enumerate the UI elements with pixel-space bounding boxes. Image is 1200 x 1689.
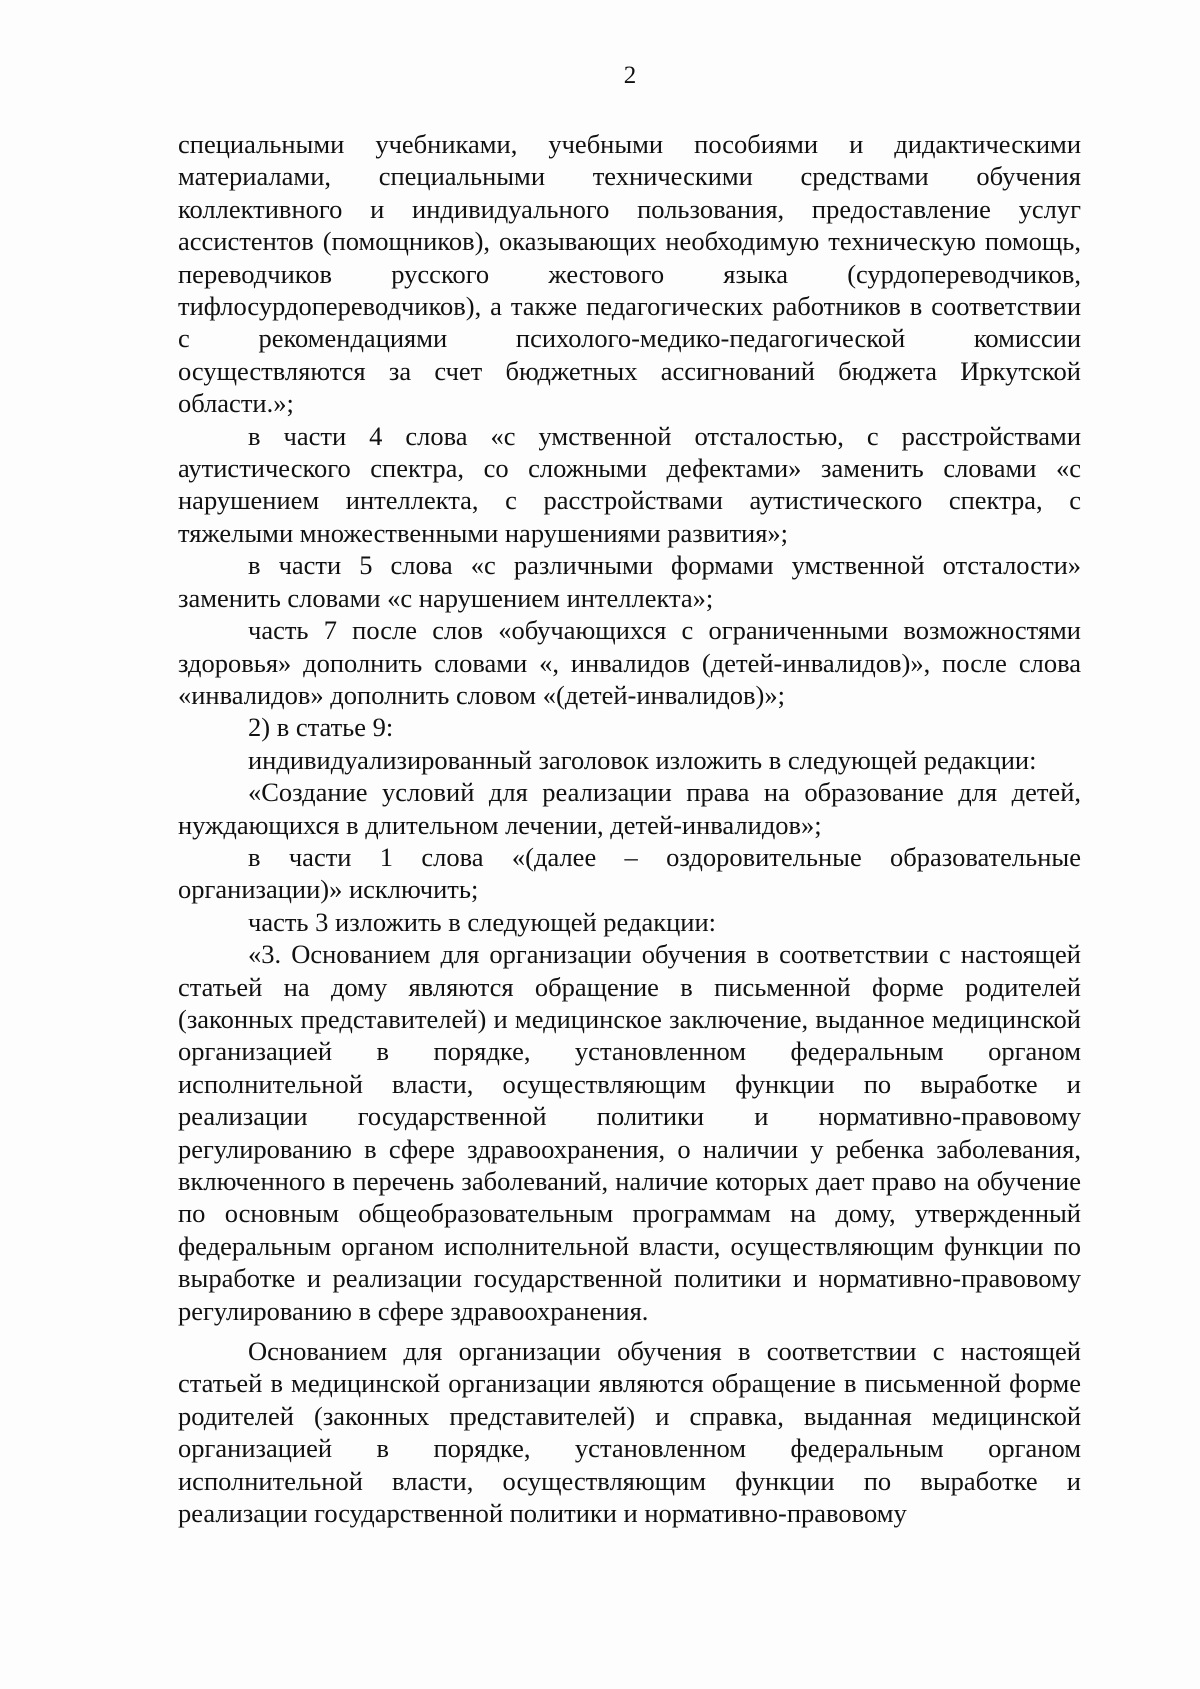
paragraph-part-5-amendment: в части 5 слова «с различными формами умственной отсталости» заменить словами «с нарушением интеллекта»; bbox=[178, 550, 1081, 613]
page-number: 2 bbox=[623, 62, 637, 89]
paragraph-part-4-amendment: в части 4 слова «с умственной отсталостью, с расстройствами аутистического спектра, со сложными дефектами» заменить словами «с нарушением интеллекта, с расстройствами аутистического спектра, с тяжелыми множественными нарушениями развития»; bbox=[178, 420, 1081, 548]
paragraph-part-1-amendment: в части 1 слова «(далее – оздоровительные образовательные организации)» исключить; bbox=[178, 841, 1081, 905]
paragraph-new-title: «Создание условий для реализации права на образование для детей, нуждающихся в длительном лечении, детей-инвалидов»; bbox=[178, 777, 1081, 840]
paragraph-part-3-intro: часть 3 изложить в следующей редакции: bbox=[248, 906, 716, 937]
paragraph-budget-funding: специальными учебниками, учебными пособиями и дидактическими материалами, специальными техническими средствами обучения коллективного и индивидуального пользования, предоставление услуг ассистентов (помощников), оказывающих необходимую техническую помощь, переводчиков русского жестового языка (сурдопереводчиков, тифлосурдопереводчиков), а также педагогических работников в соответствии с рекомендациями психолого-медико-педагогической комиссии осуществляются за счет бюджетных ассигнований бюджета Иркутской области.»; bbox=[178, 129, 1081, 419]
paragraph-part-7-amendment: часть 7 после слов «обучающихся с ограниченными возможностями здоровья» дополнить словами «, инвалидов (детей-инвалидов)», после слова «инвалидов» дополнить словом «(детей-инвалидов)»; bbox=[178, 615, 1081, 710]
paragraph-part-3-home-education: «3. Основанием для организации обучения в соответствии с настоящей статьей на дому являются обращение в письменной форме родителей (законных представителей) и медицинское заключение, выданное медицинской организацией в порядке, установленном федеральным органом исполнительной власти, осуществляющим функции по выработке и реализации государственной политики и нормативно-правовому регулированию в сфере здравоохранения, о наличии у ребенка заболевания, включенного в перечень заболеваний, наличие которых дает право на обучение по основным общеобразовательным программам на дому, утвержденный федеральным органом исполнительной власти, осуществляющим функции по выработке и реализации государственной политики и нормативно-правовому регулированию в сфере здравоохранения. bbox=[178, 939, 1081, 1326]
paragraph-medical-organization-education: Основанием для организации обучения в соответствии с настоящей статьей в медицинской организации являются обращение в письменной форме родителей (законных представителей) и справка, выданная медицинской организацией в порядке, установленном федеральным органом исполнительной власти, осуществляющим функции по выработке и реализации государственной политики и нормативно-правовому bbox=[178, 1336, 1081, 1529]
paragraph-article-9-heading: 2) в статье 9: bbox=[248, 712, 394, 743]
document-body bbox=[178, 128, 1081, 1529]
paragraph-title-change: индивидуализированный заголовок изложить в следующей редакции: bbox=[248, 744, 1037, 775]
